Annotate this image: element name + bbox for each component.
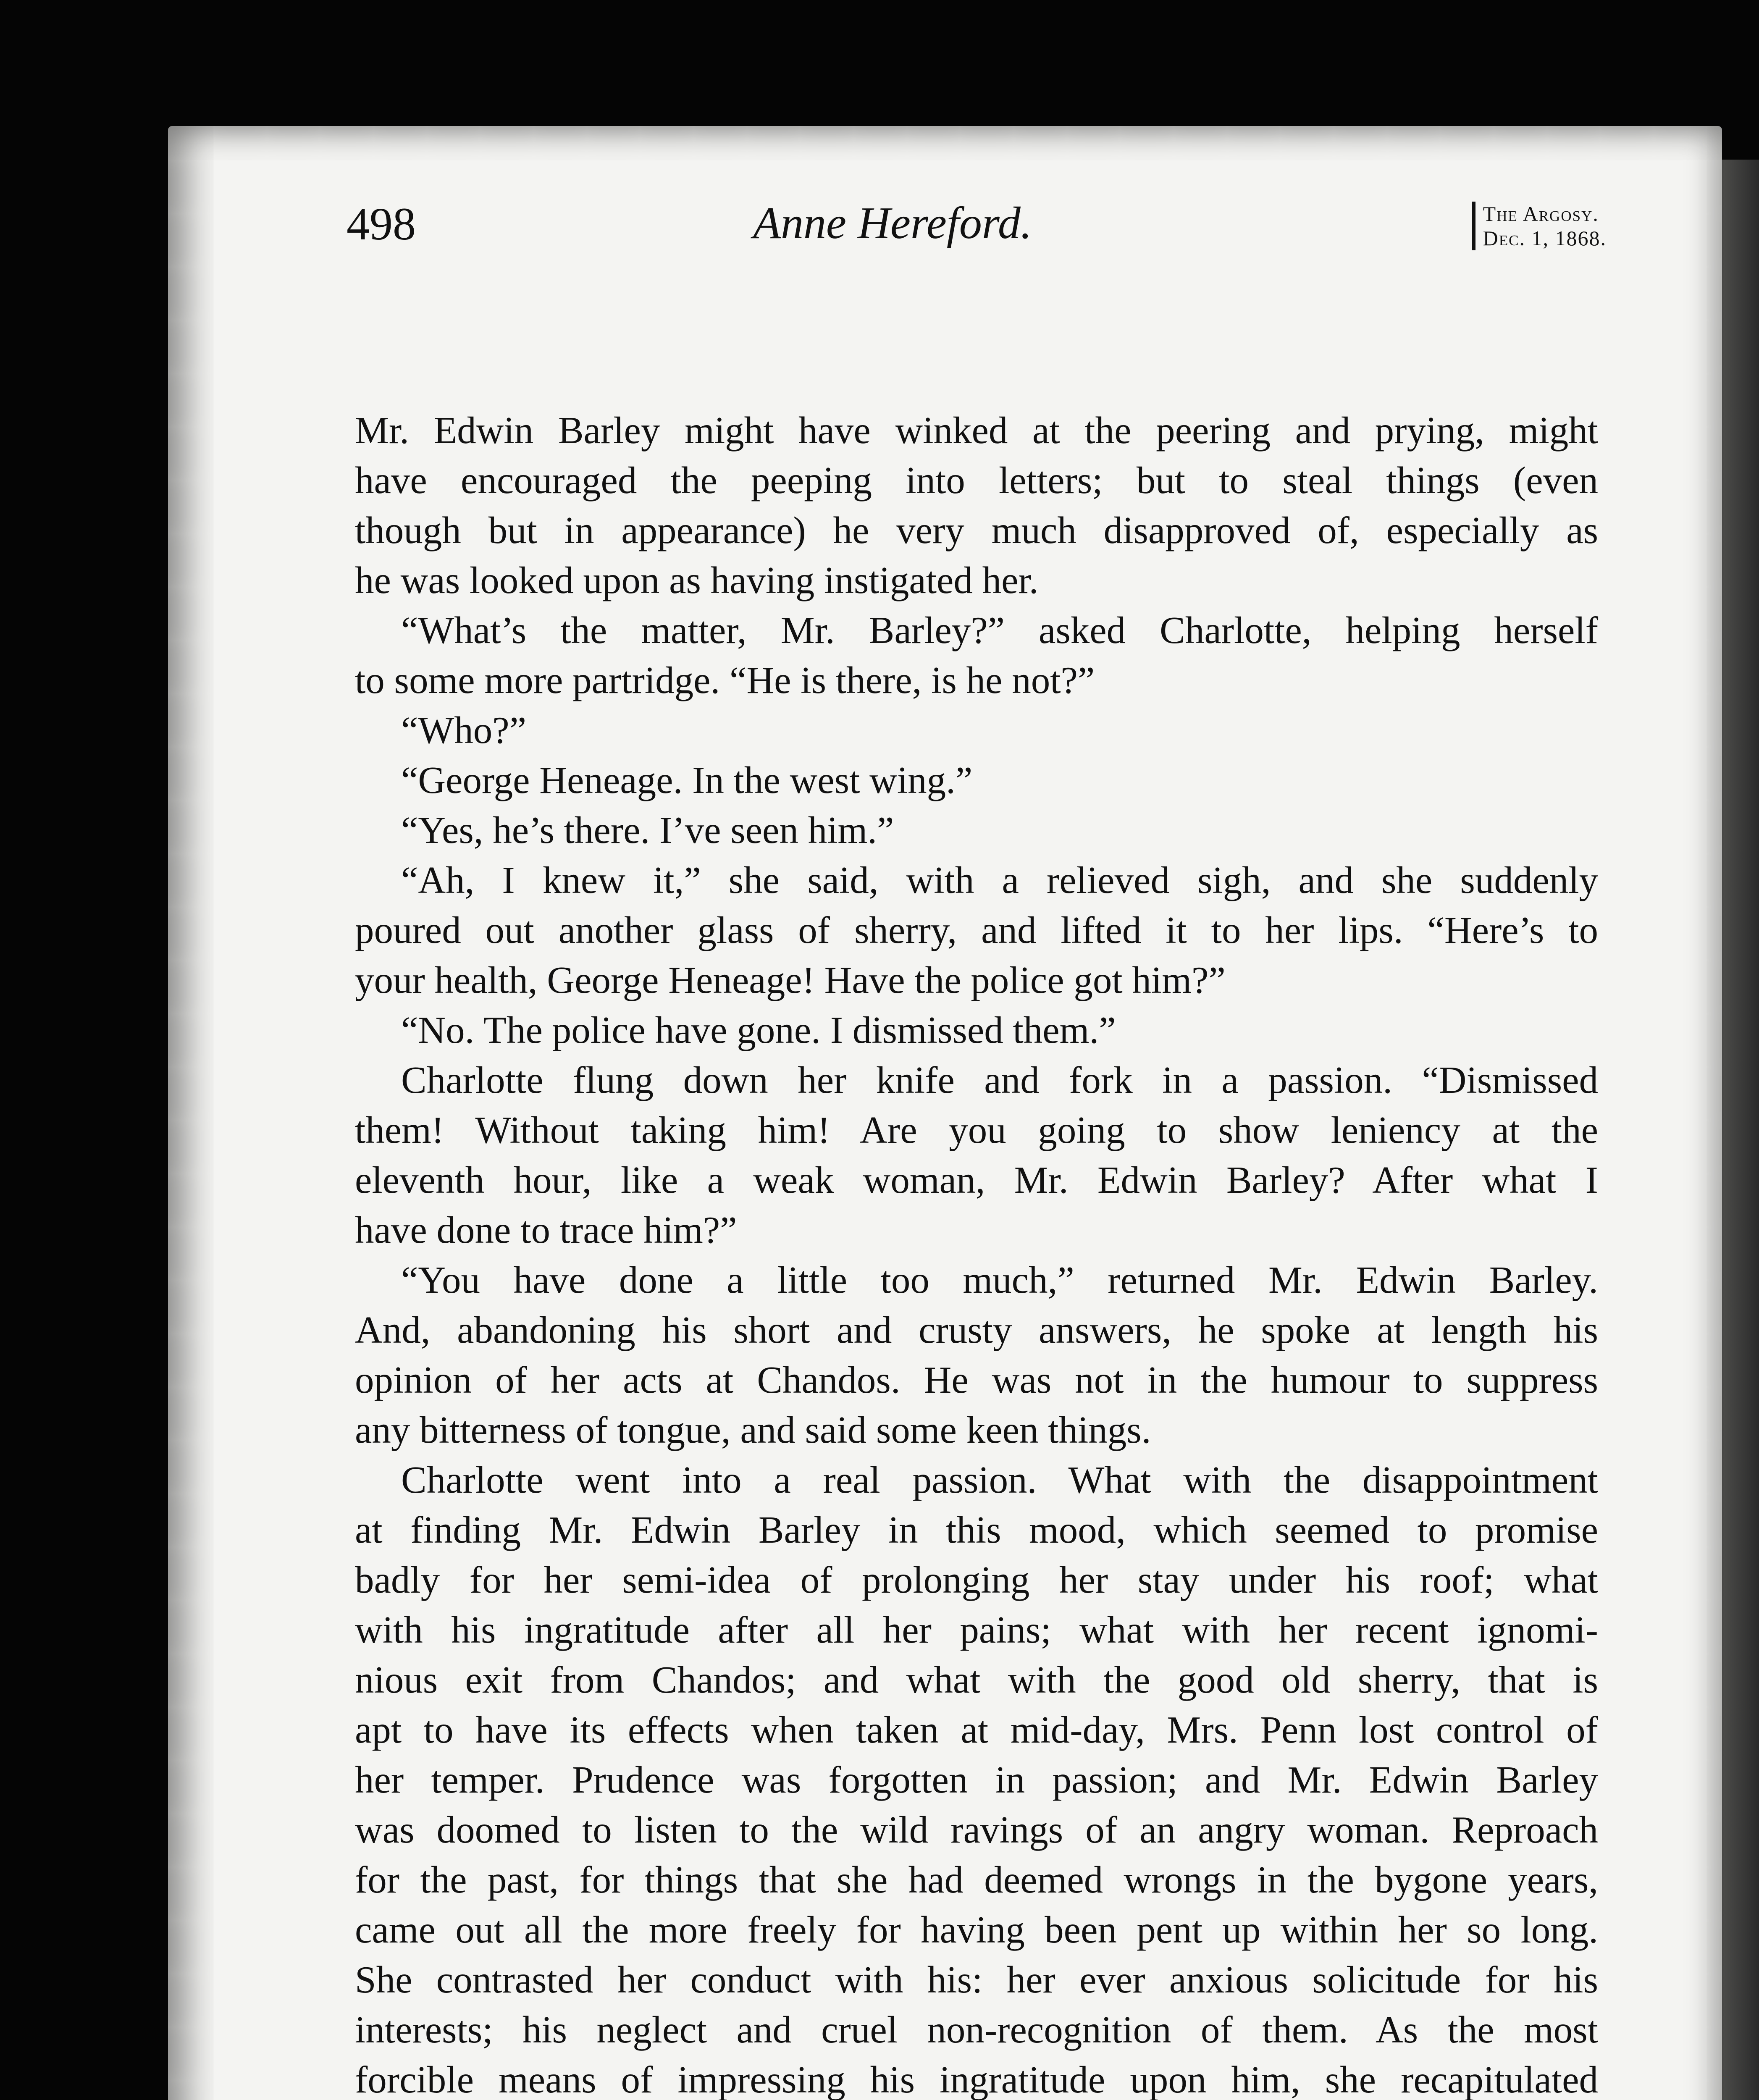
page-number: 498 (347, 198, 416, 249)
text-line: your health, George Heneage! Have the police got him?” (355, 959, 1226, 1001)
text-line: any bitterness of tongue, and said some keen things. (355, 1409, 1151, 1451)
text-line: Charlotte went into a real passion. What with the disappointment (401, 1459, 1598, 1501)
text-line: he was looked upon as having instigated her. (355, 559, 1039, 601)
text-line: “Yes, he’s there. I’ve seen him.” (401, 809, 894, 851)
text-line: them! Without taking him! Are you going to show leniency at the (355, 1109, 1598, 1151)
running-title: Anne Hereford. (753, 198, 1032, 248)
text-line: nious exit from Chandos; and what with the good old sherry, that is (355, 1659, 1598, 1701)
text-line: with his ingratitude after all her pains; what with her recent ignomi- (355, 1609, 1598, 1651)
issue-reference (1472, 202, 1607, 250)
text-line: eleventh hour, like a weak woman, Mr. Edwin Barley? After what I (355, 1159, 1598, 1201)
running-head (179, 197, 1607, 294)
text-line: “What’s the matter, Mr. Barley?” asked Charlotte, helping herself (401, 609, 1598, 651)
text-line: at finding Mr. Edwin Barley in this mood, which seemed to promise (355, 1509, 1598, 1551)
text-line: poured out another glass of sherry, and lifted it to her lips. “Here’s to (355, 909, 1598, 951)
text-line: to some more partridge. “He is there, is he not?” (355, 659, 1095, 701)
text-line: forcible means of impressing his ingratitude upon him, she recapitulated (355, 2058, 1598, 2100)
text-line: was doomed to listen to the wild ravings of an angry woman. Reproach (355, 1809, 1598, 1851)
text-line: have done to trace him?” (355, 1209, 737, 1251)
text-line: Mr. Edwin Barley might have winked at the peering and prying, might (355, 409, 1598, 452)
text-line: And, abandoning his short and crusty answers, he spoke at length his (355, 1309, 1598, 1351)
text-line: though but in appearance) he very much disapproved of, especially as (355, 509, 1598, 551)
text-line: interests; his neglect and cruel non-recognition of them. As the most (355, 2008, 1598, 2051)
text-line: came out all the more freely for having been pent up within her so long. (355, 1908, 1598, 1951)
text-line: “George Heneage. In the west wing.” (401, 759, 973, 801)
body-text (355, 405, 1598, 2100)
text-line: apt to have its effects when taken at mid-day, Mrs. Penn lost control of (355, 1709, 1598, 1751)
issue-title: The Argosy. (1483, 202, 1599, 226)
text-line: for the past, for things that she had deemed wrongs in the bygone years, (355, 1858, 1598, 1901)
text-line: She contrasted her conduct with his: her ever anxious solicitude for his (355, 1958, 1598, 2001)
text-line: badly for her semi-idea of prolonging her stay under his roof; what (355, 1559, 1598, 1601)
text-line: “Ah, I knew it,” she said, with a relieved sigh, and she suddenly (401, 859, 1598, 901)
text-line: “Who?” (401, 709, 527, 751)
text-line: “You have done a little too much,” returned Mr. Edwin Barley. (401, 1259, 1598, 1301)
text-line: “No. The police have gone. I dismissed them.” (401, 1009, 1116, 1051)
text-line: Charlotte flung down her knife and fork in a passion. “Dismissed (401, 1059, 1598, 1101)
text-line: her temper. Prudence was forgotten in passion; and Mr. Edwin Barley (355, 1759, 1598, 1801)
issue-date: Dec. 1, 1868. (1483, 226, 1607, 250)
text-line: opinion of her acts at Chandos. He was not in the humour to suppress (355, 1359, 1598, 1401)
text-line: have encouraged the peeping into letters; but to steal things (even (355, 459, 1598, 501)
